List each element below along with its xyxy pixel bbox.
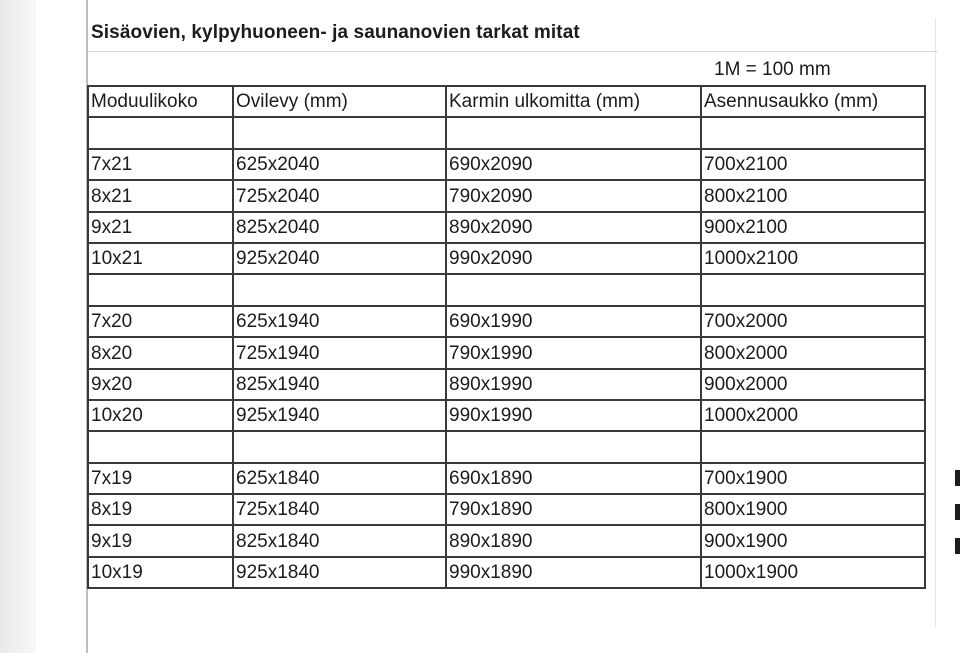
cell-door-leaf: 825x2040 <box>233 212 446 243</box>
cell-frame-outer: 890x1990 <box>446 369 701 400</box>
right-edge-cutoff-text <box>955 470 960 560</box>
cell-module-size: 10x19 <box>88 557 233 588</box>
cell-door-leaf: 825x1840 <box>233 525 446 556</box>
cell-module-size: 7x19 <box>88 463 233 494</box>
table-row <box>88 525 925 556</box>
cell-door-leaf: 625x1940 <box>233 306 446 337</box>
cell-module-size: 8x20 <box>88 337 233 368</box>
table-row <box>88 274 925 305</box>
left-margin-panel <box>0 0 36 653</box>
cell-door-leaf: 825x1940 <box>233 369 446 400</box>
cell-frame-outer: 990x1990 <box>446 400 701 431</box>
cell-frame-outer: 890x1890 <box>446 525 701 556</box>
table-row <box>88 431 925 462</box>
cell-module-size <box>88 274 233 305</box>
cell-module-size: 7x21 <box>88 149 233 180</box>
page-right-gridline <box>935 18 936 628</box>
header-module-size: Moduulikoko <box>88 86 233 117</box>
table-row <box>88 369 925 400</box>
cell-installation-opening: 900x2000 <box>701 369 925 400</box>
door-dimensions-table <box>87 85 926 589</box>
cell-installation-opening: 800x1900 <box>701 494 925 525</box>
cell-frame-outer: 790x2090 <box>446 180 701 211</box>
table-row <box>88 212 925 243</box>
table-row <box>88 400 925 431</box>
cell-frame-outer <box>446 117 701 148</box>
cell-module-size: 10x20 <box>88 400 233 431</box>
cell-module-size: 8x19 <box>88 494 233 525</box>
cell-frame-outer: 690x1990 <box>446 306 701 337</box>
cell-installation-opening: 700x2000 <box>701 306 925 337</box>
cell-installation-opening: 800x2000 <box>701 337 925 368</box>
cell-frame-outer: 690x2090 <box>446 149 701 180</box>
cell-installation-opening <box>701 274 925 305</box>
cell-door-leaf <box>233 274 446 305</box>
cell-installation-opening: 1000x2000 <box>701 400 925 431</box>
table-header-row <box>88 86 925 117</box>
cell-module-size: 9x19 <box>88 525 233 556</box>
cell-installation-opening: 1000x2100 <box>701 243 925 274</box>
header-installation-opening: Asennusaukko (mm) <box>701 86 925 117</box>
table-row <box>88 180 925 211</box>
cell-installation-opening: 700x2100 <box>701 149 925 180</box>
cell-module-size: 8x21 <box>88 180 233 211</box>
cell-door-leaf: 725x2040 <box>233 180 446 211</box>
table-row <box>88 149 925 180</box>
table-row <box>88 463 925 494</box>
cell-module-size <box>88 117 233 148</box>
table-row <box>88 117 925 148</box>
cell-door-leaf: 725x1940 <box>233 337 446 368</box>
cell-installation-opening <box>701 117 925 148</box>
cell-door-leaf: 925x2040 <box>233 243 446 274</box>
cell-module-size <box>88 431 233 462</box>
cell-installation-opening: 900x1900 <box>701 525 925 556</box>
cell-frame-outer: 990x2090 <box>446 243 701 274</box>
table-row <box>88 306 925 337</box>
cell-frame-outer <box>446 274 701 305</box>
header-frame-outer: Karmin ulkomitta (mm) <box>446 86 701 117</box>
cell-installation-opening <box>701 431 925 462</box>
cell-module-size: 10x21 <box>88 243 233 274</box>
table-body <box>88 86 925 588</box>
scale-note: 1M = 100 mm <box>714 59 831 80</box>
cell-door-leaf: 925x1840 <box>233 557 446 588</box>
header-door-leaf: Ovilevy (mm) <box>233 86 446 117</box>
table-row <box>88 243 925 274</box>
cell-frame-outer: 890x2090 <box>446 212 701 243</box>
cell-frame-outer: 790x1890 <box>446 494 701 525</box>
cell-frame-outer: 790x1990 <box>446 337 701 368</box>
cell-door-leaf: 925x1940 <box>233 400 446 431</box>
cell-door-leaf <box>233 117 446 148</box>
cell-frame-outer: 690x1890 <box>446 463 701 494</box>
table-row <box>88 494 925 525</box>
cell-installation-opening: 700x1900 <box>701 463 925 494</box>
cell-module-size: 9x20 <box>88 369 233 400</box>
cell-module-size: 9x21 <box>88 212 233 243</box>
cell-door-leaf: 725x1840 <box>233 494 446 525</box>
cell-installation-opening: 1000x1900 <box>701 557 925 588</box>
cell-door-leaf: 625x1840 <box>233 463 446 494</box>
table-row <box>88 337 925 368</box>
cell-door-leaf: 625x2040 <box>233 149 446 180</box>
cell-module-size: 7x20 <box>88 306 233 337</box>
document-title: Sisäovien, kylpyhuoneen- ja saunanovien tarkat mitat <box>91 22 580 43</box>
cell-installation-opening: 800x2100 <box>701 180 925 211</box>
cell-door-leaf <box>233 431 446 462</box>
cell-frame-outer <box>446 431 701 462</box>
cell-installation-opening: 900x2100 <box>701 212 925 243</box>
cell-frame-outer: 990x1890 <box>446 557 701 588</box>
table-row <box>88 557 925 588</box>
title-divider <box>88 51 938 52</box>
